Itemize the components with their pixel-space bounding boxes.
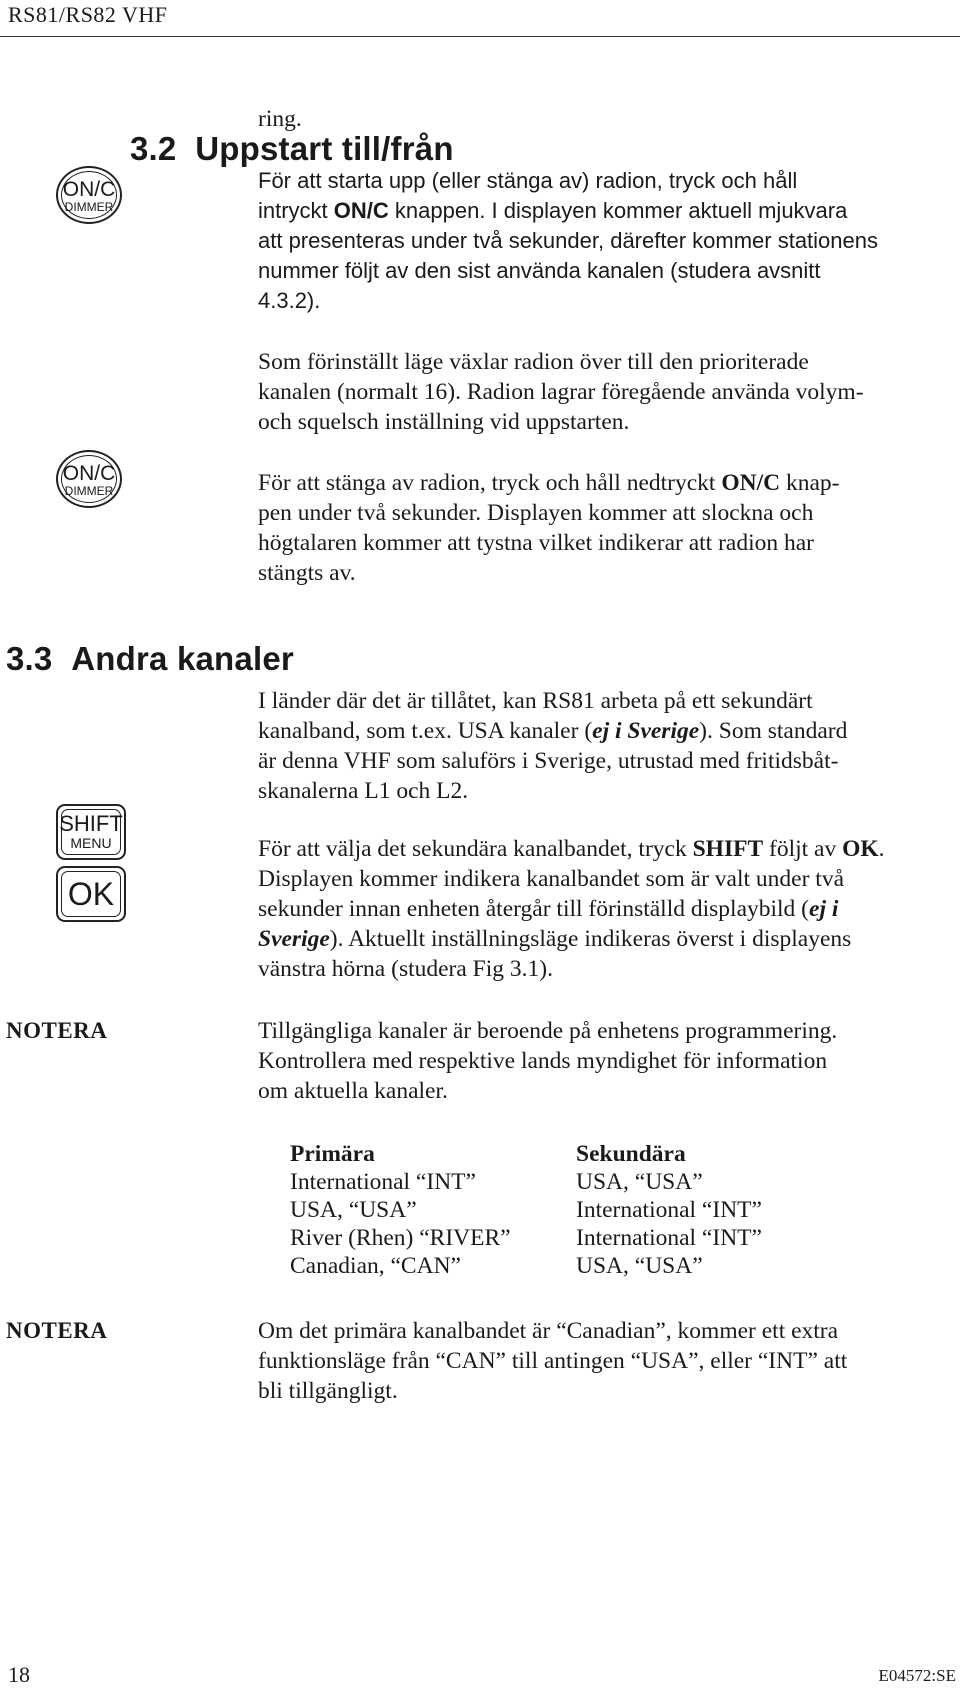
section-number: 3.3	[6, 640, 53, 677]
onc-dimmer-key-icon: ON/C DIMMER	[56, 450, 122, 508]
document-code: E04572:SE	[878, 1666, 956, 1685]
table-cell: Canadian, “CAN”	[290, 1253, 461, 1279]
note-label: NOTERA	[6, 1318, 108, 1343]
text-fragment: ring.	[258, 106, 302, 132]
channel-band-table	[290, 1140, 810, 1290]
note-label: NOTERA	[6, 1018, 108, 1043]
secondary-column	[576, 1140, 762, 1280]
table-cell: River (Rhen) “RIVER”	[290, 1225, 511, 1251]
table-cell: International “INT”	[576, 1197, 762, 1223]
header-rule	[0, 36, 960, 37]
note-1-text: Tillgängliga kanaler är beroende på enhetens programmering. Kontrollera med respektive lands myndighet för information om aktuella kanaler.	[258, 1018, 838, 1104]
section-3-2-paragraph-1: För att starta upp (eller stänga av) radion, tryck och håll intryckt ON/C knappen. I displayen kommer aktuell mjukvara att presenteras under två sekunder, därefter kommer stationens nummer följt av den sist använda kanalen (studera avsnitt 4.3.2).	[258, 168, 878, 313]
section-3-3-paragraph-1: I länder där det är tillåtet, kan RS81 arbeta på ett sekundärt kanalband, som t.ex. USA kanaler (ej i Sverige). Som standard är denna VHF som saluförs i Sverige, utrustad med fritidsbåt- skanalerna L1 och L2.	[258, 688, 848, 804]
table-header: Sekundära	[576, 1141, 686, 1167]
section-3-3-heading	[6, 640, 294, 678]
section-3-3-paragraph-2: För att välja det sekundära kanalbandet, tryck SHIFT följt av OK. Displayen kommer indikera kanalbandet som är valt under två sekunder innan enheten återgår till förinställd displaybild (ej i Sverige). Aktuellt inställningsläge indikeras överst i displayens vänstra hörna (studera Fig 3.1).	[258, 836, 885, 982]
section-3-2-heading	[130, 130, 454, 168]
onc-dimmer-key-icon: ON/C DIMMER	[56, 166, 122, 224]
section-title: Andra kanaler	[71, 640, 294, 677]
table-cell: USA, “USA”	[576, 1169, 703, 1195]
table-cell: International “INT”	[290, 1169, 476, 1195]
note-2-text: Om det primära kanalbandet är “Canadian”, kommer ett extra funktionsläge från “CAN” till antingen “USA”, eller “INT” att bli tillgängligt.	[258, 1318, 848, 1404]
table-cell: International “INT”	[576, 1225, 762, 1251]
ok-key-icon: OK	[56, 866, 126, 922]
table-cell: USA, “USA”	[290, 1197, 417, 1223]
shift-menu-key-icon: SHIFT MENU	[56, 804, 126, 860]
section-title: Uppstart till/från	[195, 130, 454, 167]
running-header: RS81/RS82 VHF	[8, 2, 168, 27]
section-number: 3.2	[130, 130, 177, 167]
table-cell: USA, “USA”	[576, 1253, 703, 1279]
page-number: 18	[8, 1662, 30, 1687]
table-header: Primära	[290, 1141, 375, 1167]
section-3-2-paragraph-3: För att stänga av radion, tryck och håll nedtryckt ON/C knap- pen under två sekunder. Displayen kommer att slockna och högtalaren kommer att tystna vilket indikerar att radion har stängts av.	[258, 470, 840, 586]
section-3-2-paragraph-2: Som förinställt läge växlar radion över till den prioriterade kanalen (normalt 16). Radion lagrar föregående använda volym- och squelsch inställning vid uppstarten.	[258, 349, 864, 435]
primary-column	[290, 1140, 511, 1280]
